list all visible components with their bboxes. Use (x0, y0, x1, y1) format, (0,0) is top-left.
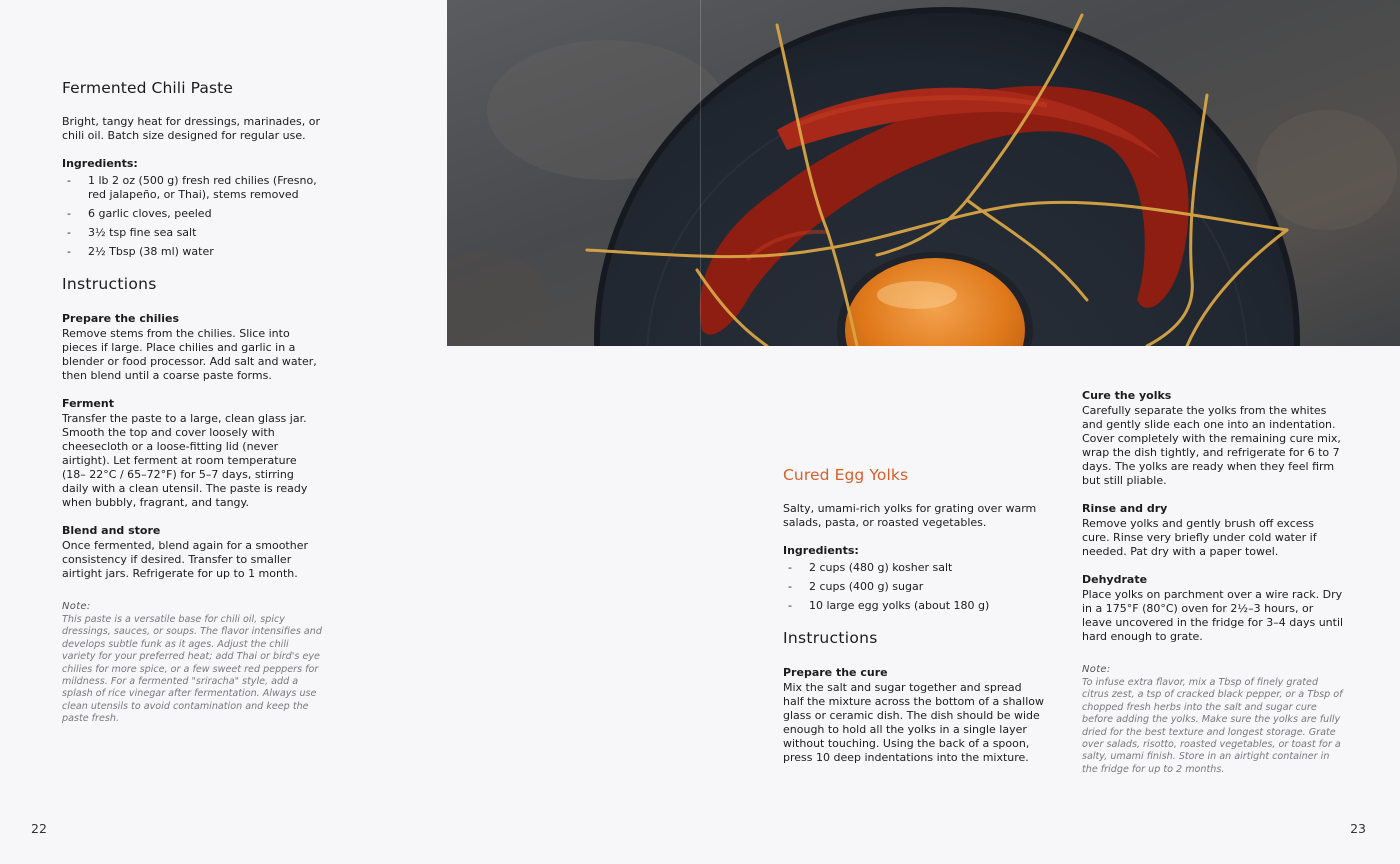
list-item: - 10 large egg yolks (about 180 g) (788, 599, 990, 612)
step-body: Mix the salt and sugar together and spread half the mixture across the bottom of a shallow glass or ceramic dish. The dish should be wide enough to hold all the yolks in a single layer without touching. Using the back of a spoon, press 10 deep indentations into the mixture. (783, 681, 1045, 764)
instructions-heading: Instructions (62, 275, 157, 293)
note-text: To infuse extra flavor, mix a Tbsp of finely grated citrus zest, a tsp of cracked black pepper, or a Tbsp of chopped fresh herbs into the salt and sugar cure before adding the yolks. Make sure the yolks are fully dried for the best texture and longest storage. Grate over salads, risotto, roasted vegetables, or toast for a salty, umami finish. Store in an airtight container in the fridge for up to 2 months. (1082, 677, 1343, 775)
cured-yolks-recipe (783, 466, 1045, 779)
food-photo (447, 0, 1400, 346)
ingredients-heading: Ingredients: (783, 544, 859, 557)
page-gutter (700, 0, 701, 346)
step-title: Ferment (62, 397, 114, 410)
recipe-title: Fermented Chili Paste (62, 79, 233, 97)
step (62, 397, 322, 510)
recipe-title: Cured Egg Yolks (783, 466, 909, 484)
instructions-heading: Instructions (783, 629, 878, 647)
plate-illustration (447, 0, 1400, 346)
cured-yolks-recipe-continued (1082, 389, 1344, 776)
left-page (0, 0, 447, 864)
recipe-intro: Salty, umami-rich yolks for grating over warm salads, pasta, or roasted vegetables. (783, 502, 1037, 529)
page-number: 22 (31, 821, 47, 836)
step (1082, 502, 1344, 559)
step (62, 524, 322, 581)
list-item: - 3½ tsp fine sea salt (67, 226, 197, 239)
right-page (447, 0, 1400, 864)
note-label: Note: (62, 601, 91, 612)
step-title: Dehydrate (1082, 573, 1148, 586)
recipe-intro: Bright, tangy heat for dressings, marinades, or chili oil. Batch size designed for regular use. (62, 115, 321, 142)
step-title: Rinse and dry (1082, 502, 1168, 515)
step-title: Prepare the cure (783, 666, 888, 679)
step-body: Carefully separate the yolks from the whites and gently slide each one into an indentation. Cover completely with the remaining cure mix, wrap the dish tightly, and refrigerate for 6 to 7 days. The yolks are ready when they feel firm but still pliable. (1082, 404, 1341, 487)
page-number: 23 (1350, 821, 1366, 836)
step (62, 312, 322, 383)
step-body: Remove yolks and gently brush off excess cure. Rinse very briefly under cold water if needed. Pat dry with a paper towel. (1082, 517, 1317, 558)
step-body: Place yolks on parchment over a wire rack. Dry in a 175°F (80°C) oven for 2½–3 hours, or leave uncovered in the fridge for 3–4 days until hard enough to grate. (1082, 588, 1344, 643)
list-item: - 2 cups (400 g) sugar (788, 580, 924, 593)
step-title: Cure the yolks (1082, 389, 1172, 402)
list-item: - 2 cups (480 g) kosher salt (788, 561, 953, 574)
step-title: Blend and store (62, 524, 161, 537)
ingredients-heading: Ingredients: (62, 157, 138, 170)
step (783, 666, 1045, 765)
list-item: - 2½ Tbsp (38 ml) water (67, 245, 214, 258)
step-title: Prepare the chilies (62, 312, 180, 325)
chili-paste-recipe (62, 79, 322, 726)
step-body: Transfer the paste to a large, clean glass jar. Smooth the top and cover loosely with cheesecloth or a loose-fitting lid (never airtight). Let ferment at room temperature (18– 22°C / 65–72°F) for 5–7 days, stirring daily with a clean utensil. The paste is ready when bubbly, fragrant, and tangy. (62, 412, 308, 509)
list-item: - 6 garlic cloves, peeled (67, 207, 212, 220)
step (1082, 389, 1344, 488)
ingredients-list (783, 561, 1045, 613)
note-label: Note: (1082, 664, 1111, 675)
step (1082, 573, 1344, 644)
list-item: - 1 lb 2 oz (500 g) fresh red chilies (Fresno, red jalapeño, or Thai), stems removed (67, 174, 317, 201)
step-body: Once fermented, blend again for a smoother consistency if desired. Transfer to smaller airtight jars. Refrigerate for up to 1 month. (62, 539, 309, 580)
ingredients-list (62, 174, 322, 259)
note-text: This paste is a versatile base for chili oil, spicy dressings, sauces, or soups. The flavor intensifies and develops subtle funk as it ages. Adjust the chili variety for your preferred heat; add Thai or bird's eye chilies for more spice, or a few sweet red peppers for mildness. For a fermented "sriracha" style, add a splash of rice vinegar after fermentation. Always use clean utensils to avoid contamination and keep the paste fresh. (62, 614, 322, 725)
step-body: Remove stems from the chilies. Slice into pieces if large. Place chilies and garlic in a blender or food processor. Add salt and water, then blend until a coarse paste forms. (62, 327, 317, 382)
